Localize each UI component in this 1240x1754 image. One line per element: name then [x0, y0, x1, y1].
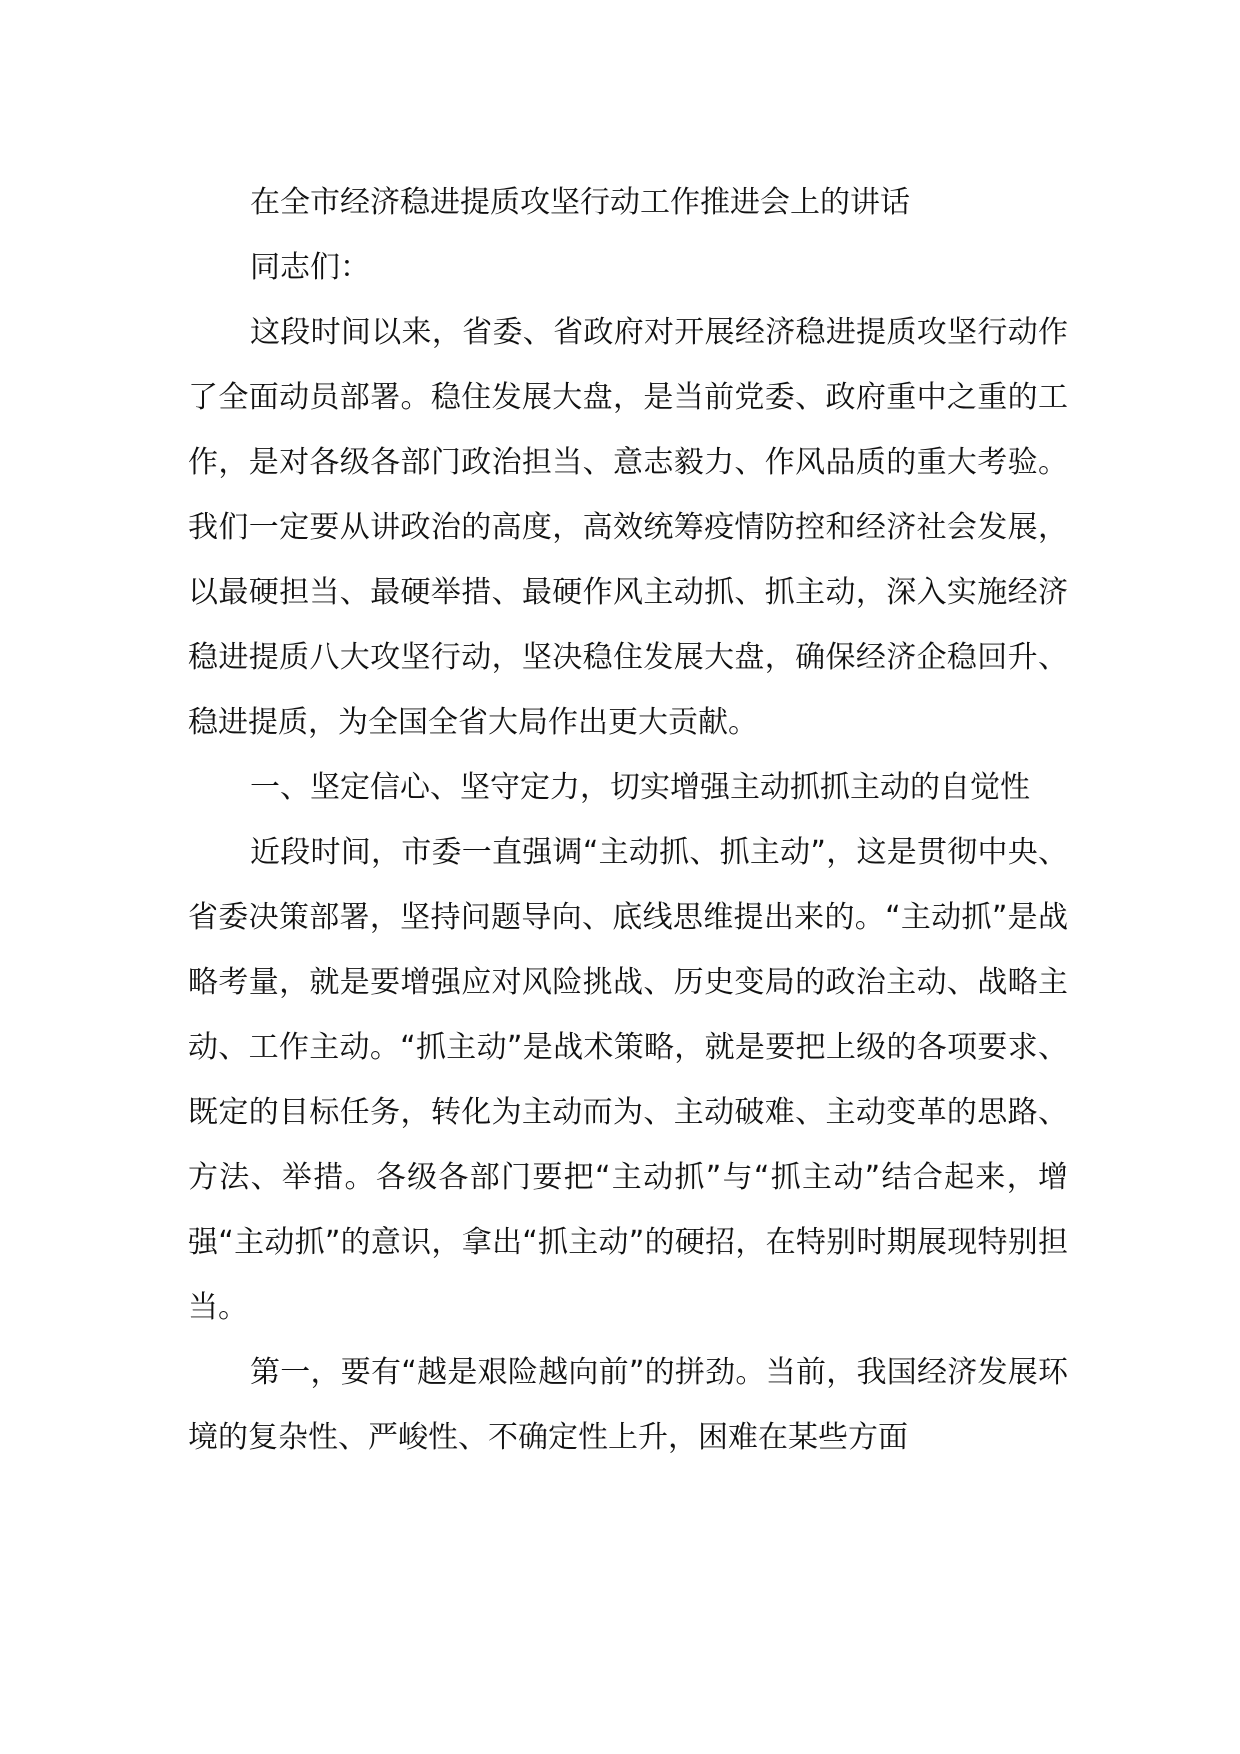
paragraph-intro: 这段时间以来，省委、省政府对开展经济稳进提质攻坚行动作了全面动员部署。稳住发展大盘，是当前党委、政府重中之重的工作，是对各级各部门政治担当、意志毅力、作风品质的重大考验。我们一定要从讲政治的高度，高效统筹疫情防控和经济社会发展，以最硬担当、最硬举措、最硬作风主动抓、抓主动，深入实施经济稳进提质八大攻坚行动，坚决稳住发展大盘，确保经济企稳回升、稳进提质，为全国全省大局作出更大贡献。 — [188, 315, 1068, 740]
document-body — [188, 170, 1068, 1470]
paragraph-first-point: 第一，要有“越是艰险越向前”的拼劲。当前，我国经济发展环境的复杂性、严峻性、不确定性上升，困难在某些方面 — [188, 1355, 1068, 1455]
salutation: 同志们： — [250, 250, 370, 285]
paragraph-zhudongzhua: 近段时间，市委一直强调“主动抓、抓主动”，这是贯彻中央、省委决策部署，坚持问题导向、底线思维提出来的。“主动抓”是战略考量，就是要增强应对风险挑战、历史变局的政治主动、战略主动、工作主动。“抓主动”是战术策略，就是要把上级的各项要求、既定的目标任务，转化为主动而为、主动破难、主动变革的思路、方法、举措。各级各部门要把“主动抓”与“抓主动”结合起来，增强“主动抓”的意识，拿出“抓主动”的硬招，在特别时期展现特别担当。 — [188, 835, 1068, 1325]
section-heading-one: 一、坚定信心、坚守定力，切实增强主动抓抓主动的自觉性 — [250, 770, 1030, 805]
document-title: 在全市经济稳进提质攻坚行动工作推进会上的讲话 — [250, 185, 910, 220]
